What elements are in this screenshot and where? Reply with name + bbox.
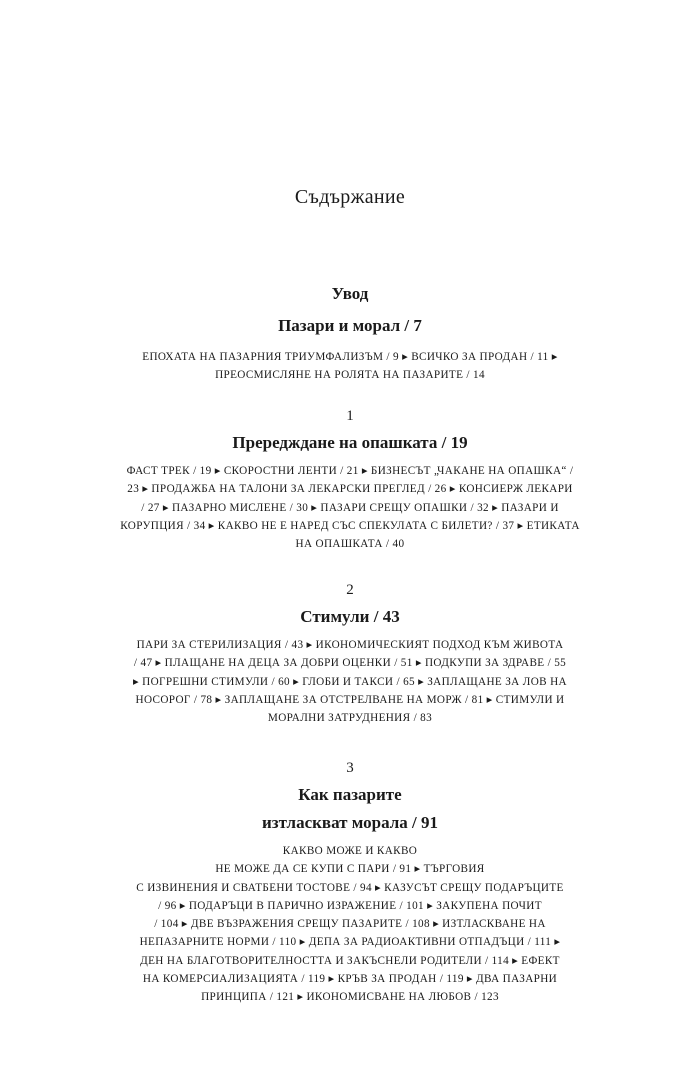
item-line: ПАРИ ЗА СТЕРИЛИЗАЦИЯ / 43 ▸ ИКОНОМИЧЕСКИЯТ ПОДХОД КЪМ ЖИВОТА bbox=[136, 639, 564, 651]
item-line: ПРИНЦИПА / 121 ▸ ИКОНОМИСВАНЕ НА ЛЮБОВ / 123 bbox=[201, 991, 499, 1004]
item-line: С ИЗВИНЕНИЯ И СВАТБЕНИ ТОСТОВЕ / 94 ▸ КАЗУСЪТ СРЕЩУ ПОДАРЪЦИТЕ bbox=[136, 881, 564, 894]
item-line: / 96 ▸ ПОДАРЪЦИ В ПАРИЧНО ИЗРАЖЕНИЕ / 101 ▸ ЗАКУПЕНА ПОЧИТ bbox=[158, 899, 542, 912]
chapter-title-line: Стимули / 43 bbox=[300, 607, 400, 626]
item-line: ФАСТ ТРЕК / 19 ▸ СКОРОСТНИ ЛЕНТИ / 21 ▸ БИЗНЕСЪТ „ЧАКАНЕ НА ОПАШКА“ / bbox=[126, 465, 574, 477]
item-line: НОСОРОГ / 78 ▸ ЗАПЛАЩАНЕ ЗА ОТСТРЕЛВАНЕ НА МОРЖ / 81 ▸ СТИМУЛИ И bbox=[135, 693, 565, 706]
chapter-number: 2 bbox=[346, 582, 354, 598]
item-line: КАКВО МОЖЕ И КАКВО bbox=[282, 845, 418, 857]
chapter-title-line: Пазари и морал / 7 bbox=[278, 316, 422, 335]
item-line: ЕПОХАТА НА ПАЗАРНИЯ ТРИУМФАЛИЗЪМ / 9 ▸ ВСИЧКО ЗА ПРОДАН / 11 ▸ bbox=[142, 351, 558, 363]
chapter-items bbox=[90, 462, 610, 553]
chapter-title-line: изтласкват морала / 91 bbox=[262, 813, 438, 832]
chapter-1 bbox=[90, 406, 610, 553]
toc-title: Съдържание bbox=[294, 186, 406, 208]
item-line: ▸ ПОГРЕШНИ СТИМУЛИ / 60 ▸ ГЛОБИ И ТАКСИ / 65 ▸ ЗАПЛАЩАНЕ ЗА ЛОВ НА bbox=[133, 675, 567, 688]
item-line: ПРЕОСМИСЛЯНЕ НА РОЛЯТА НА ПАЗАРИТЕ / 14 bbox=[215, 369, 485, 382]
item-line: / 27 ▸ ПАЗАРНО МИСЛЕНЕ / 30 ▸ ПАЗАРИ СРЕЩУ ОПАШКИ / 32 ▸ ПАЗАРИ И bbox=[141, 501, 559, 514]
chapter-number: 1 bbox=[346, 408, 354, 424]
chapter-2 bbox=[90, 580, 610, 727]
chapter-number: 3 bbox=[346, 760, 354, 776]
item-line: НА КОМЕРСИАЛИЗАЦИЯТА / 119 ▸ КРЪВ ЗА ПРОДАН / 119 ▸ ДВА ПАЗАРНИ bbox=[142, 973, 558, 986]
item-line: НЕПАЗАРНИТЕ НОРМИ / 110 ▸ ДЕПА ЗА РАДИОАКТИВНИ ОТПАДЪЦИ / 111 ▸ bbox=[139, 936, 561, 949]
chapter-title-line: Прередждане на опашката / 19 bbox=[232, 433, 468, 452]
item-line: ДЕН НА БЛАГОТВОРИТЕЛНОСТТА И ЗАКЪСНЕЛИ РОДИТЕЛИ / 114 ▸ ЕФЕКТ bbox=[140, 954, 560, 967]
item-line: НА ОПАШКАТА / 40 bbox=[295, 538, 405, 551]
item-line: 23 ▸ ПРОДАЖБА НА ТАЛОНИ ЗА ЛЕКАРСКИ ПРЕГЛЕД / 26 ▸ КОНСИЕРЖ ЛЕКАРИ bbox=[127, 483, 573, 496]
item-line: МОРАЛНИ ЗАТРУДНЕНИЯ / 83 bbox=[267, 712, 433, 725]
chapter-items bbox=[90, 636, 610, 727]
chapter-items bbox=[90, 842, 610, 1007]
chapter-items bbox=[90, 348, 610, 385]
chapter-intro bbox=[90, 281, 610, 385]
item-line: НЕ МОЖЕ ДА СЕ КУПИ С ПАРИ / 91 ▸ ТЪРГОВИЯ bbox=[215, 863, 485, 876]
item-line: / 47 ▸ ПЛАЩАНЕ НА ДЕЦА ЗА ДОБРИ ОЦЕНКИ / 51 ▸ ПОДКУПИ ЗА ЗДРАВЕ / 55 bbox=[133, 657, 567, 670]
chapter-title-line: Увод bbox=[331, 284, 369, 303]
chapter-title-line: Как пазарите bbox=[298, 785, 402, 804]
item-line: / 104 ▸ ДВЕ ВЪЗРАЖЕНИЯ СРЕЩУ ПАЗАРИТЕ / 108 ▸ ИЗТЛАСКВАНЕ НА bbox=[154, 918, 546, 931]
item-line: КОРУПЦИЯ / 34 ▸ КАКВО НЕ Е НАРЕД СЪС СПЕКУЛАТА С БИЛЕТИ? / 37 ▸ ЕТИКАТА bbox=[120, 519, 580, 532]
chapter-3 bbox=[90, 758, 610, 1007]
